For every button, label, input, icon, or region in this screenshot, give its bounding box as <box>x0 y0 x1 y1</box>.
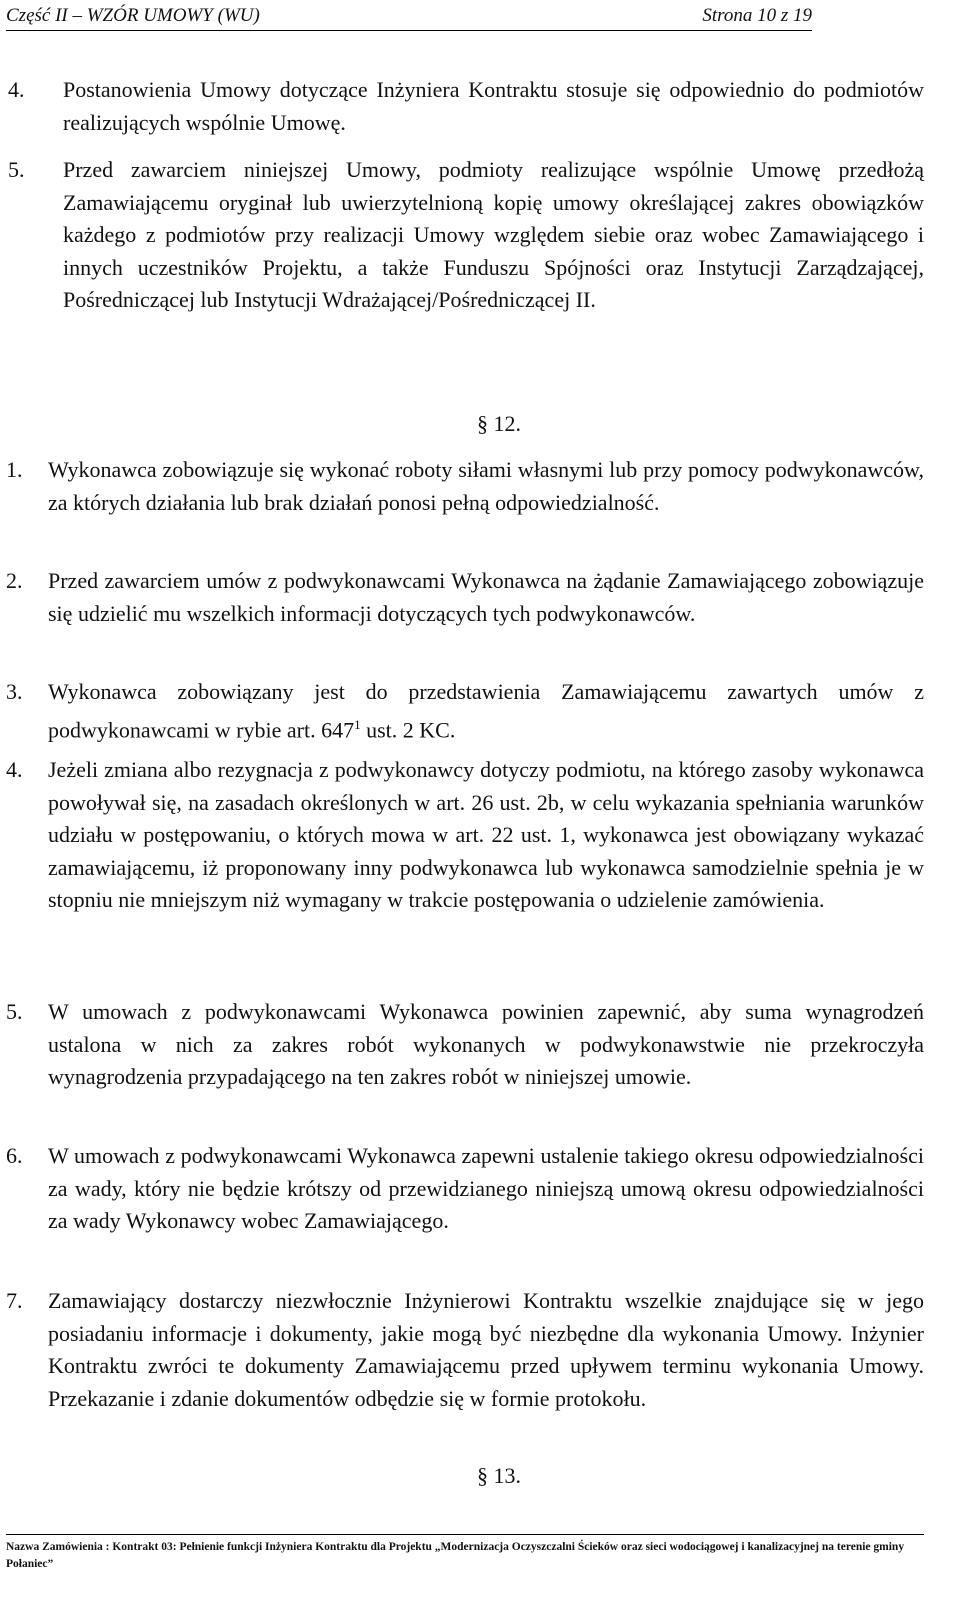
list-item <box>6 996 924 1094</box>
section-title: § 12. <box>477 411 521 436</box>
item-number: 5. <box>6 999 23 1024</box>
section-title: § 13. <box>477 1463 521 1488</box>
superscript: 1 <box>354 716 361 732</box>
item-number: 4. <box>8 77 25 102</box>
item-number: 2. <box>6 568 23 593</box>
item-text: Przed zawarciem umów z podwykonawcami Wykonawca na żądanie Zamawiającego zobowiązuje się udzielić mu wszelkich informacji dotyczących tych podwykonawców. <box>48 568 924 626</box>
list-item <box>6 565 924 630</box>
page-header <box>6 4 812 31</box>
list-item <box>8 74 924 139</box>
list-item <box>6 676 924 746</box>
list-item <box>6 754 924 917</box>
item-text: Jeżeli zmiana albo rezygnacja z podwykonawcy dotyczy podmiotu, na którego zasoby wykonawca powoływał się, na zasadach określonych w art. 26 ust. 2b, w celu wykazania spełniania warunków udziału w postępowaniu, o których mowa w art. 22 ust. 1, wykonawca jest obowiązany wykazać zamawiającemu, iż proponowany inny podwykonawca lub wykonawca samodzielnie spełnia je w stopniu nie mniejszym niż wymagany w trakcie postępowania o udzielenie zamówienia. <box>48 757 924 912</box>
item-text: W umowach z podwykonawcami Wykonawca zapewni ustalenie takiego okresu odpowiedzialności za wady, który nie będzie krótszy od przewidzianego niniejszą umową okresu odpowiedzialności za wady Wykonawcy wobec Zamawiającego. <box>48 1143 924 1233</box>
item-number: 1. <box>6 457 23 482</box>
item-number: 6. <box>6 1143 23 1168</box>
item-text-part: ust. 2 KC. <box>360 716 456 742</box>
item-text: Wykonawca zobowiązuje się wykonać roboty siłami własnymi lub przy pomocy podwykonawców, za których działania lub brak działań ponosi pełną odpowiedzialność. <box>48 457 924 515</box>
item-text: Przed zawarciem niniejszej Umowy, podmioty realizujące wspólnie Umowę przedłożą Zamawiającemu oryginał lub uwierzytelnioną kopię umowy określającej zakres obowiązków każdego z podmiotów przy realizacji Umowy względem siebie oraz wobec Zamawiającego i innych uczestników Projektu, a także Funduszu Spójności oraz Instytucji Zarządzającej, Pośredniczącej lub Instytucji Wdrażającej/Pośredniczącej II. <box>63 157 924 312</box>
list-item <box>6 1285 924 1415</box>
item-text: Zamawiający dostarczy niezwłocznie Inżynierowi Kontraktu wszelkie znajdujące się w jego posiadaniu informacje i dokumenty, jakie mogą być niezbędne dla wykonania Umowy. Inżynier Kontraktu zwróci te dokumenty Zamawiającemu przed upływem terminu wykonania Umowy. Przekazanie i zdanie dokumentów odbędzie się w formie protokołu. <box>48 1288 924 1411</box>
item-number: 3. <box>6 679 23 704</box>
list-item <box>6 454 924 519</box>
document-part-label: Część II – WZÓR UMOWY (WU) <box>6 5 260 26</box>
list-item <box>8 154 924 317</box>
item-number: 4. <box>6 757 23 782</box>
item-number: 5. <box>8 157 25 182</box>
item-text <box>48 676 924 746</box>
item-text-part: Wykonawca zobowiązany jest do przedstawienia Zamawiającemu zawartych umów z podwykonawcami w rybie art. 647 <box>48 679 924 742</box>
page-number: Strona 10 z 19 <box>702 5 812 26</box>
item-text: Postanowienia Umowy dotyczące Inżyniera Kontraktu stosuje się odpowiednio do podmiotów realizujących wspólnie Umowę. <box>63 77 924 135</box>
item-text: W umowach z podwykonawcami Wykonawca powinien zapewnić, aby suma wynagrodzeń ustalona w nich za zakres robót wykonanych w podwykonawstwie nie przekroczyła wynagrodzenia przypadającego na ten zakres robót w niniejszej umowie. <box>48 999 924 1089</box>
item-number: 7. <box>6 1288 23 1313</box>
page-footer: Nazwa Zamówienia : Kontrakt 03: Pełnienie funkcji Inżyniera Kontraktu dla Projektu „Modernizacja Oczyszczalni Ścieków oraz sieci wodociągowej i kanalizacyjnej na terenie gminy Połaniec” <box>6 1534 924 1573</box>
list-item <box>6 1140 924 1238</box>
